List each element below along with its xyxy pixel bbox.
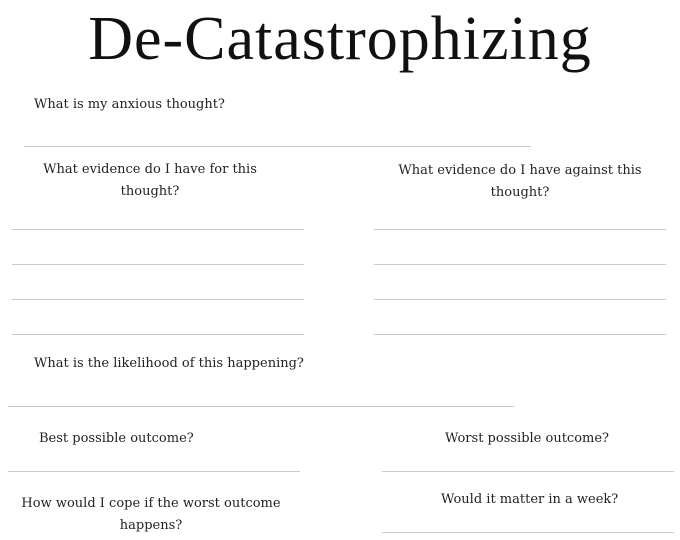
answer-line-best-outcome[interactable] xyxy=(8,471,300,472)
page-title: De-Catastrophizing xyxy=(88,5,592,73)
answer-line-evidence-for-3[interactable] xyxy=(12,299,304,300)
question-worst-outcome: Worst possible outcome? xyxy=(445,431,610,446)
answer-line-evidence-against-4[interactable] xyxy=(374,334,666,335)
answer-line-evidence-for-1[interactable] xyxy=(12,229,304,230)
question-matter-week: Would it matter in a week? xyxy=(441,492,619,507)
question-cope: How would I cope if the worst outcome happens? xyxy=(21,496,281,533)
answer-line-evidence-for-4[interactable] xyxy=(12,334,304,335)
answer-line-anxious-thought[interactable] xyxy=(24,146,531,147)
question-anxious-thought: What is my anxious thought? xyxy=(34,97,225,112)
answer-line-evidence-for-2[interactable] xyxy=(12,264,304,265)
answer-line-evidence-against-1[interactable] xyxy=(374,229,666,230)
question-best-outcome: Best possible outcome? xyxy=(39,431,194,446)
answer-line-likelihood[interactable] xyxy=(8,406,514,407)
question-likelihood: What is the likelihood of this happening? xyxy=(34,356,304,371)
answer-line-evidence-against-3[interactable] xyxy=(374,299,666,300)
question-evidence-against: What evidence do I have against this thought? xyxy=(398,163,642,200)
question-evidence-for: What evidence do I have for this thought? xyxy=(43,162,257,199)
answer-line-matter-week[interactable] xyxy=(382,532,674,533)
answer-line-worst-outcome[interactable] xyxy=(382,471,674,472)
answer-line-evidence-against-2[interactable] xyxy=(374,264,666,265)
